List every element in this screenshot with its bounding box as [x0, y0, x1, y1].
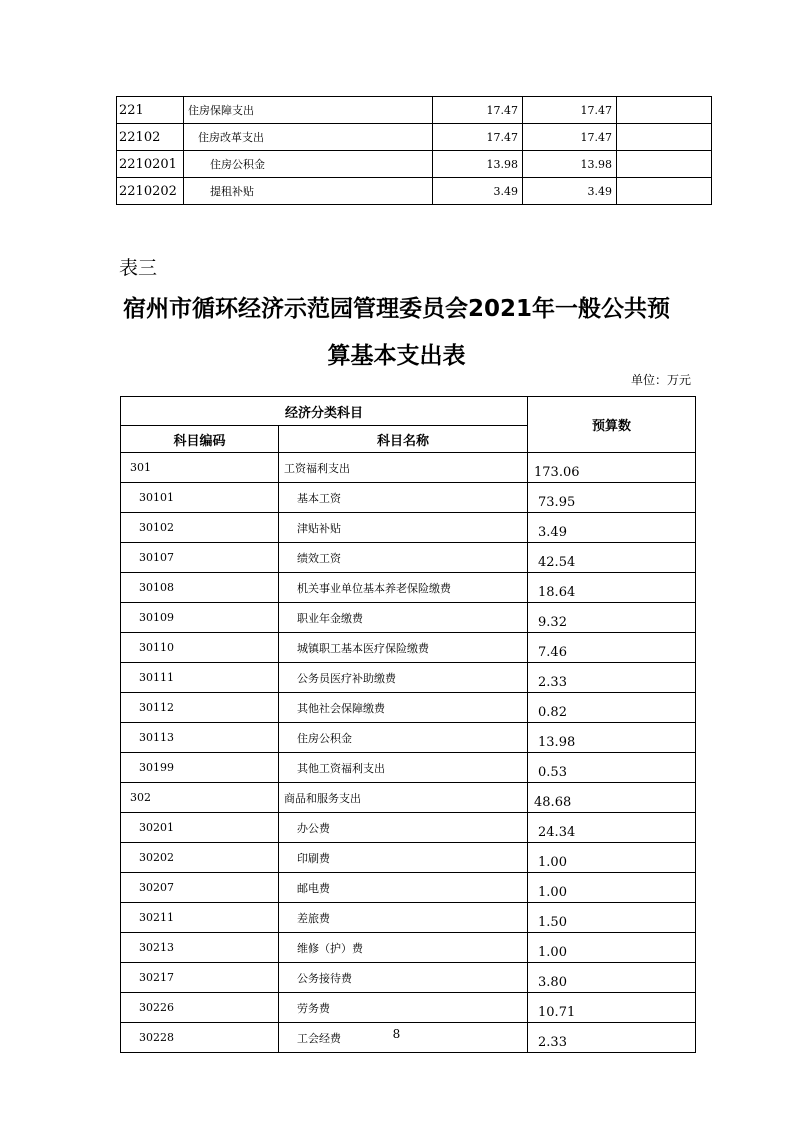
table-row [121, 963, 696, 993]
row-value-3 [617, 178, 712, 205]
row-code: 30102 [121, 513, 279, 543]
table-row [121, 783, 696, 813]
row-name: 劳务费 [279, 993, 528, 1023]
row-name: 公务员医疗补助缴费 [279, 663, 528, 693]
row-name: 印刷费 [279, 843, 528, 873]
row-amount: 42.54 [528, 543, 696, 573]
table-row [121, 543, 696, 573]
table-row [121, 933, 696, 963]
header-name: 科目名称 [279, 426, 528, 453]
row-amount: 0.82 [528, 693, 696, 723]
table-row [121, 513, 696, 543]
header-amount: 预算数 [528, 397, 696, 453]
row-name: 公务接待费 [279, 963, 528, 993]
row-name: 其他工资福利支出 [279, 753, 528, 783]
table-row [121, 843, 696, 873]
row-code: 30112 [121, 693, 279, 723]
header-economic-category: 经济分类科目 [121, 397, 528, 426]
row-code: 30211 [121, 903, 279, 933]
row-code: 30113 [121, 723, 279, 753]
row-name: 住房改革支出 [184, 124, 433, 151]
row-code: 30101 [121, 483, 279, 513]
table-row [121, 753, 696, 783]
row-name: 提租补贴 [184, 178, 433, 205]
row-code: 22102 [117, 124, 184, 151]
row-amount: 3.80 [528, 963, 696, 993]
row-name: 其他社会保障缴费 [279, 693, 528, 723]
row-name: 工资福利支出 [279, 453, 528, 483]
table-row [121, 723, 696, 753]
table-row [121, 453, 696, 483]
page-title [100, 286, 693, 380]
row-amount: 7.46 [528, 633, 696, 663]
row-amount: 173.06 [528, 453, 696, 483]
row-amount: 48.68 [528, 783, 696, 813]
row-name: 职业年金缴费 [279, 603, 528, 633]
row-amount: 10.71 [528, 993, 696, 1023]
table-row [117, 124, 712, 151]
table-row [121, 813, 696, 843]
table-row [117, 97, 712, 124]
row-amount: 2.33 [528, 663, 696, 693]
page-number: 8 [392, 1027, 401, 1041]
table-number-label: 表三 [119, 257, 158, 279]
row-amount: 1.50 [528, 903, 696, 933]
row-value-2: 3.49 [523, 178, 617, 205]
row-amount: 1.00 [528, 933, 696, 963]
row-amount: 24.34 [528, 813, 696, 843]
row-name: 办公费 [279, 813, 528, 843]
continued-table [116, 96, 712, 205]
row-code: 302 [121, 783, 279, 813]
row-name: 住房保障支出 [184, 97, 433, 124]
row-amount: 0.53 [528, 753, 696, 783]
row-code: 30226 [121, 993, 279, 1023]
row-code: 30217 [121, 963, 279, 993]
row-value-2: 17.47 [523, 124, 617, 151]
row-value-3 [617, 97, 712, 124]
table-row [117, 178, 712, 205]
table-row [121, 693, 696, 723]
row-code: 30201 [121, 813, 279, 843]
row-name: 差旅费 [279, 903, 528, 933]
unit-label: 单位：万元 [630, 373, 691, 387]
row-code: 30110 [121, 633, 279, 663]
row-code: 30111 [121, 663, 279, 693]
table-row [121, 993, 696, 1023]
row-code: 30213 [121, 933, 279, 963]
row-amount: 9.32 [528, 603, 696, 633]
row-code: 2210201 [117, 151, 184, 178]
row-value-2: 17.47 [523, 97, 617, 124]
title-line-1: 宿州市循环经济示范园管理委员会2021年一般公共预 [122, 296, 670, 322]
row-name: 津贴补贴 [279, 513, 528, 543]
row-amount: 13.98 [528, 723, 696, 753]
row-value-1: 13.98 [433, 151, 523, 178]
budget-table [120, 396, 696, 1053]
row-value-1: 3.49 [433, 178, 523, 205]
row-name: 邮电费 [279, 873, 528, 903]
row-amount: 18.64 [528, 573, 696, 603]
row-value-1: 17.47 [433, 97, 523, 124]
row-code: 30108 [121, 573, 279, 603]
row-value-1: 17.47 [433, 124, 523, 151]
row-amount: 1.00 [528, 843, 696, 873]
row-code: 30107 [121, 543, 279, 573]
row-amount: 3.49 [528, 513, 696, 543]
row-name: 住房公积金 [184, 151, 433, 178]
row-code: 30199 [121, 753, 279, 783]
row-name: 基本工资 [279, 483, 528, 513]
row-value-2: 13.98 [523, 151, 617, 178]
table-row [121, 633, 696, 663]
row-name: 工会经费 [279, 1023, 528, 1053]
table-row [121, 663, 696, 693]
row-name: 住房公积金 [279, 723, 528, 753]
row-name: 城镇职工基本医疗保险缴费 [279, 633, 528, 663]
table-row [121, 903, 696, 933]
table-row [121, 483, 696, 513]
table-row [121, 573, 696, 603]
row-code: 30202 [121, 843, 279, 873]
title-line-2: 算基本支出表 [327, 343, 466, 369]
row-value-3 [617, 151, 712, 178]
row-value-3 [617, 124, 712, 151]
header-code: 科目编码 [121, 426, 279, 453]
row-code: 301 [121, 453, 279, 483]
row-code: 2210202 [117, 178, 184, 205]
table-row [121, 873, 696, 903]
row-name: 机关事业单位基本养老保险缴费 [279, 573, 528, 603]
row-name: 商品和服务支出 [279, 783, 528, 813]
table-row [121, 603, 696, 633]
row-amount: 1.00 [528, 873, 696, 903]
row-amount: 73.95 [528, 483, 696, 513]
row-code: 30207 [121, 873, 279, 903]
row-code: 30228 [121, 1023, 279, 1053]
row-amount: 2.33 [528, 1023, 696, 1053]
row-name: 维修（护）费 [279, 933, 528, 963]
row-name: 绩效工资 [279, 543, 528, 573]
row-code: 221 [117, 97, 184, 124]
table-row [117, 151, 712, 178]
row-code: 30109 [121, 603, 279, 633]
